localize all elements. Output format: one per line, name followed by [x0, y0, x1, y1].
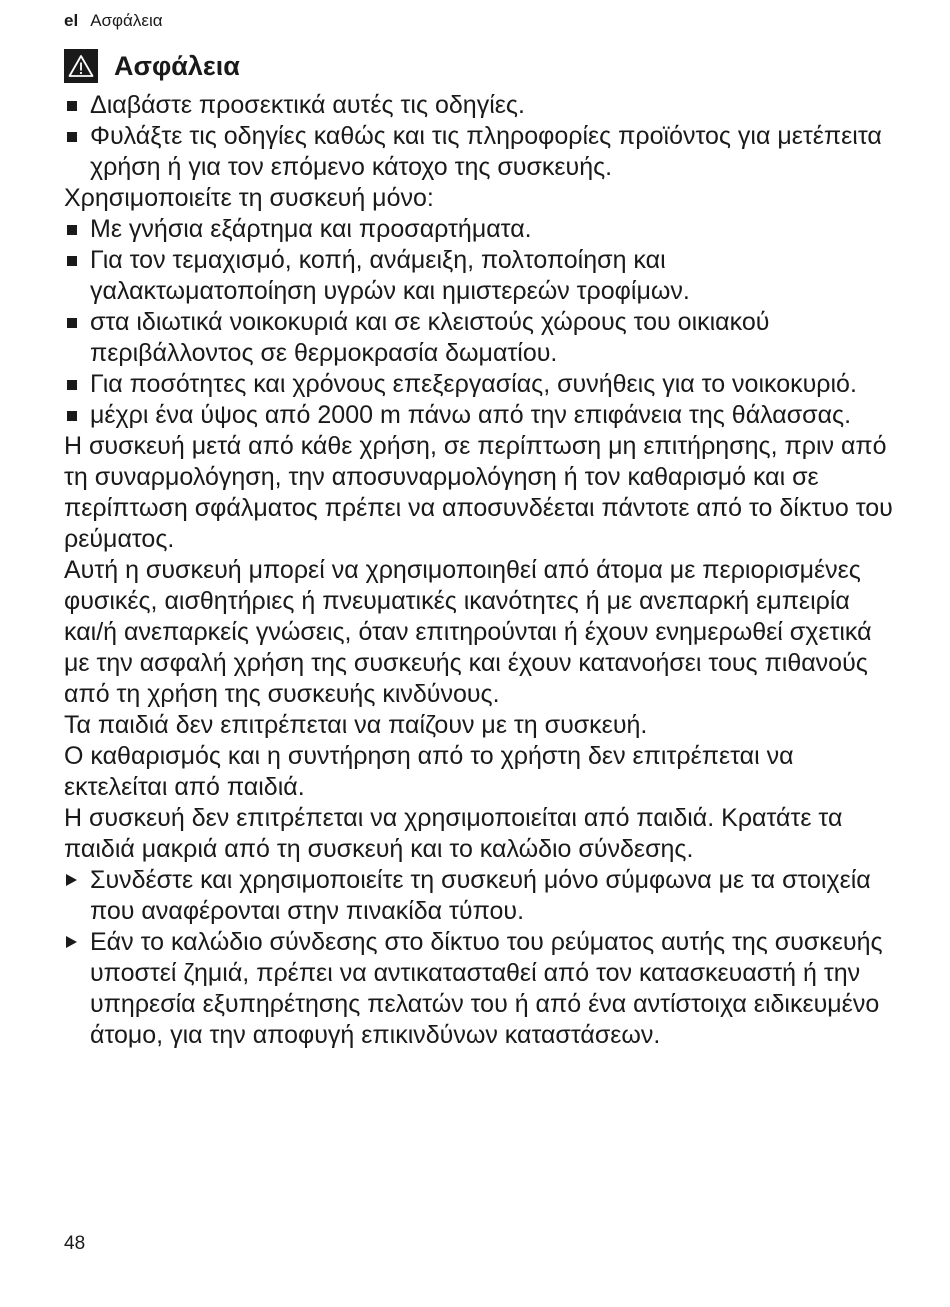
safety-content	[64, 90, 894, 1051]
square-bullet-icon	[67, 318, 77, 328]
section-heading	[64, 48, 240, 84]
header-section-name: Ασφάλεια	[90, 11, 163, 30]
list-item: Για τον τεμαχισμό, κοπή, ανάμειξη, πολτοποίηση και γαλακτωματοποίηση υγρών και ημιστερεών τροφίμων.	[64, 245, 894, 307]
list-item: μέχρι ένα ύψος από 2000 m πάνω από την επιφάνεια της θάλασσας.	[64, 400, 894, 431]
square-bullet-icon	[67, 380, 77, 390]
paragraph-persons: Αυτή η συσκευή μπορεί να χρησιμοποιηθεί από άτομα με περιορισμένες φυσικές, αισθητήριες ή πνευματικές ικανότητες ή με ανεπαρκή εμπειρία και/ή ανεπαρκείς γνώσεις, όταν επιτηρούνται ή έχουν ενημερωθεί σχετικά με την ασφαλή χρήση της συσκευής και έχουν κατανοήσει τους πιθανούς από τη χρήση της συσκευής κινδύνους.	[64, 556, 872, 708]
list-item: στα ιδιωτικά νοικοκυριά και σε κλειστούς χώρους του οικιακού περιβάλλοντος σε θερμοκρασία δωματίου.	[64, 307, 894, 369]
list-item: Για ποσότητες και χρόνους επεξεργασίας, συνήθεις για το νοικοκυριό.	[64, 369, 894, 400]
paragraph-children-play: Τα παιδιά δεν επιτρέπεται να παίζουν με τη συσκευή.	[64, 711, 648, 739]
list-item: Διαβάστε προσεκτικά αυτές τις οδηγίες.	[64, 90, 894, 121]
usage-heading: Χρησιμοποιείτε τη συσκευή μόνο:	[64, 184, 434, 212]
square-bullet-icon	[67, 256, 77, 266]
page-number: 48	[64, 1233, 86, 1254]
square-bullet-icon	[67, 132, 77, 142]
warning-triangle-icon	[64, 49, 98, 83]
paragraph-children-cleaning: Ο καθαρισμός και η συντήρηση από το χρήστη δεν επιτρέπεται να εκτελείται από παιδιά.	[64, 742, 794, 801]
list-item: Φυλάξτε τις οδηγίες καθώς και τις πληροφορίες προϊόντος για μετέπειτα χρήση ή για τον επόμενο κάτοχο της συσκευής.	[64, 121, 894, 183]
language-code: el	[64, 11, 79, 30]
arrow-bullet-icon	[66, 874, 77, 886]
arrow-bullet-icon	[66, 936, 77, 948]
paragraph-disconnect: Η συσκευή μετά από κάθε χρήση, σε περίπτωση μη επιτήρησης, πριν από τη συναρμολόγηση, την αποσυναρμολόγηση ή τον καθαρισμό και σε περίπτωση σφάλματος πρέπει να αποσυνδέεται πάντοτε από το δίκτυο του ρεύματος.	[64, 432, 893, 553]
page-header	[64, 8, 163, 34]
list-item: Συνδέστε και χρησιμοποιείτε τη συσκευή μόνο σύμφωνα με τα στοιχεία που αναφέρονται στην πινακίδα τύπου.	[64, 865, 894, 927]
paragraph-children-use: Η συσκευή δεν επιτρέπεται να χρησιμοποιείται από παιδιά. Κρατάτε τα παιδιά μακριά από τη συσκευή και το καλώδιο σύνδεσης.	[64, 804, 843, 863]
intro-list	[64, 90, 894, 183]
action-list	[64, 865, 894, 1051]
usage-list	[64, 214, 894, 431]
square-bullet-icon	[67, 411, 77, 421]
section-title: Ασφάλεια	[114, 51, 240, 81]
list-item: Εάν το καλώδιο σύνδεσης στο δίκτυο του ρεύματος αυτής της συσκευής υποστεί ζημιά, πρέπει να αντικατασταθεί από τον κατασκευαστή ή την υπηρεσία εξυπηρέτησης πελατών του ή από ένα αντίστοιχα ειδικευμένο άτομο, για την αποφυγή επικινδύνων καταστάσεων.	[64, 927, 894, 1051]
list-item: Με γνήσια εξάρτημα και προσαρτήματα.	[64, 214, 894, 245]
square-bullet-icon	[67, 101, 77, 111]
square-bullet-icon	[67, 225, 77, 235]
